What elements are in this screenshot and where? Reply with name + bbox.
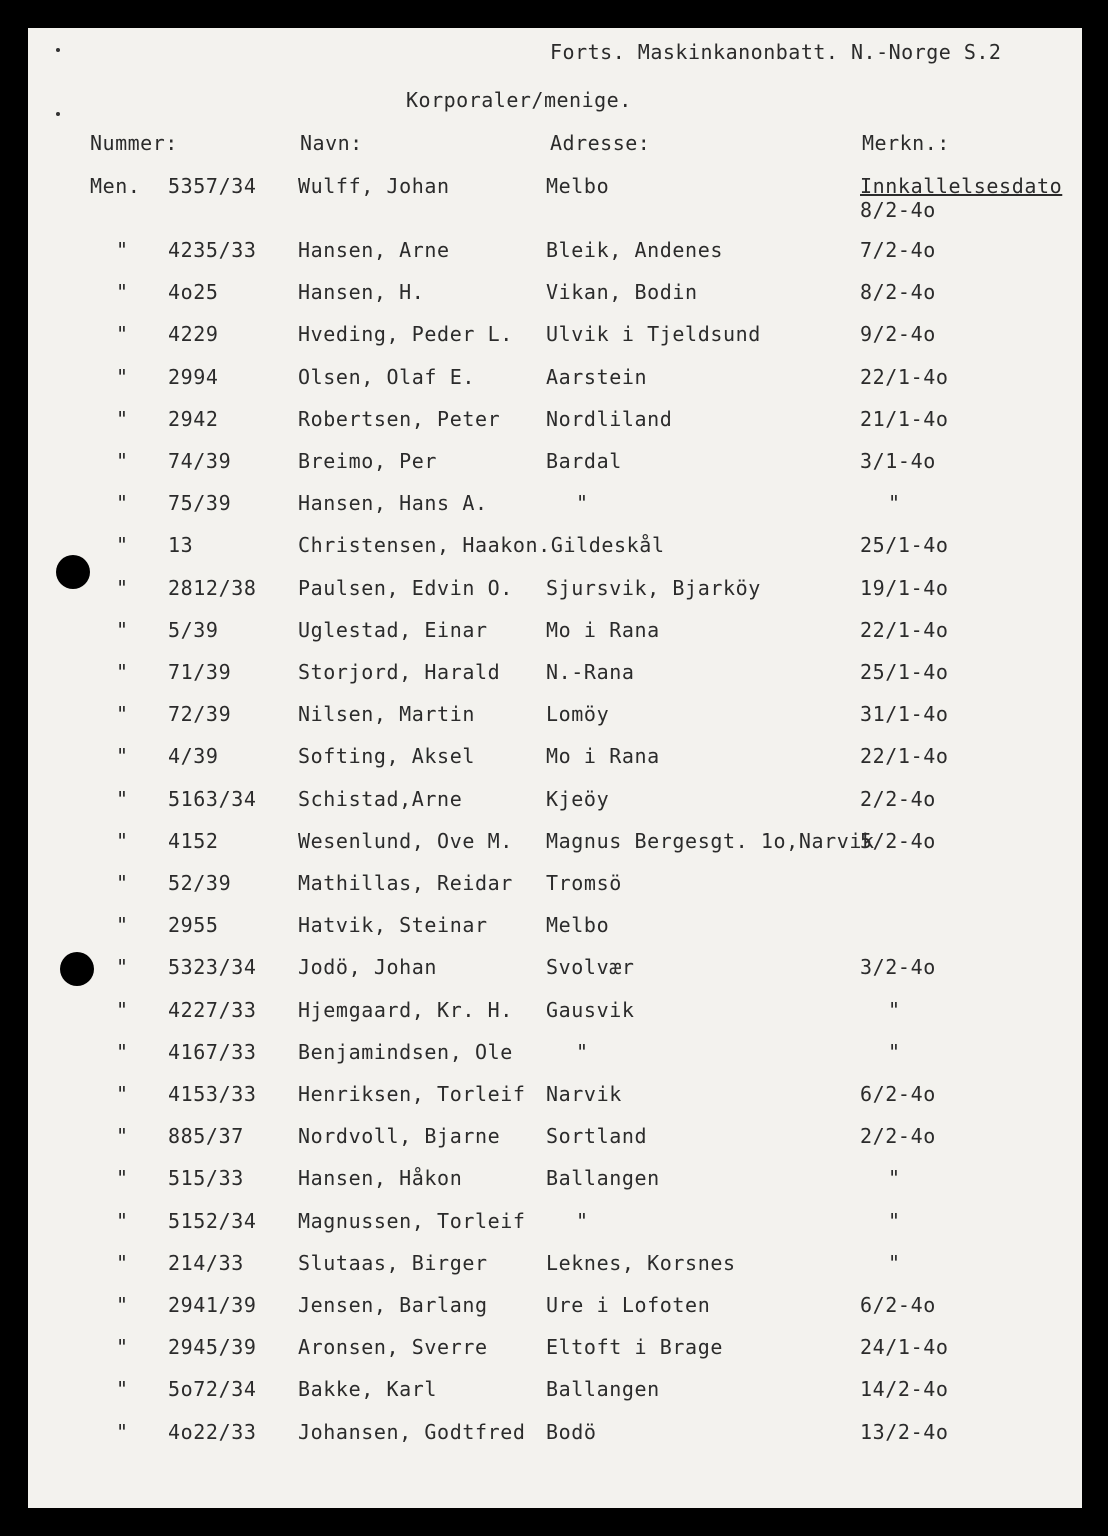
table-row (28, 322, 1082, 352)
row-address: Bardal (546, 449, 622, 473)
row-name: Paulsen, Edvin O. (298, 576, 513, 600)
document-header: Forts. Maskinkanonbatt. N.-Norge S.2 (550, 40, 1002, 64)
row-address: " (576, 1209, 589, 1233)
row-name: Wesenlund, Ove M. (298, 829, 513, 853)
row-rank: Men. (90, 174, 141, 198)
row-rank: " (116, 407, 129, 431)
row-name: Robertsen, Peter (298, 407, 501, 431)
table-row (28, 1377, 1082, 1407)
row-address: Kjeöy (546, 787, 610, 811)
row-address: Leknes, Korsnes (546, 1251, 736, 1275)
table-row (28, 1335, 1082, 1365)
table-row (28, 280, 1082, 310)
row-date: 2/2-4o (860, 1124, 936, 1148)
table-row (28, 1082, 1082, 1112)
remarks-subheading: Innkallelsesdato (860, 174, 1063, 198)
row-address: Ure i Lofoten (546, 1293, 711, 1317)
row-date: 6/2-4o (860, 1082, 936, 1106)
row-address: Magnus Bergesgt. 1o,Narvik (546, 829, 875, 853)
row-address: Gausvik (546, 998, 635, 1022)
row-address: " (576, 1040, 589, 1064)
row-name: Hjemgaard, Kr. H. (298, 998, 513, 1022)
row-number: 72/39 (168, 702, 232, 726)
row-rank: " (116, 1124, 129, 1148)
row-address: Mo i Rana (546, 744, 660, 768)
row-number: 2945/39 (168, 1335, 257, 1359)
row-date: 7/2-4o (860, 238, 936, 262)
row-date: 5/2-4o (860, 829, 936, 853)
row-date: 8/2-4o (860, 198, 936, 222)
row-date: 3/2-4o (860, 955, 936, 979)
row-number: 2955 (168, 913, 219, 937)
row-date: 25/1-4o (860, 660, 949, 684)
paper-speck (56, 48, 60, 52)
row-number: 74/39 (168, 449, 232, 473)
row-number: 75/39 (168, 491, 232, 515)
row-name: Slutaas, Birger (298, 1251, 488, 1275)
document-page (28, 28, 1082, 1508)
row-name: Hansen, Håkon (298, 1166, 463, 1190)
row-rank: " (116, 1209, 129, 1233)
row-number: 52/39 (168, 871, 232, 895)
row-rank: " (116, 1377, 129, 1401)
document-title: Korporaler/menige. (406, 88, 632, 112)
table-row (28, 1251, 1082, 1281)
row-name: Henriksen, Torleif (298, 1082, 526, 1106)
row-rank: " (116, 913, 129, 937)
row-rank: " (116, 660, 129, 684)
row-date: 25/1-4o (860, 533, 949, 557)
row-date: 8/2-4o (860, 280, 936, 304)
row-number: 4229 (168, 322, 219, 346)
row-name: Jodö, Johan (298, 955, 438, 979)
row-rank: " (116, 702, 129, 726)
row-rank: " (116, 1420, 129, 1444)
table-row (28, 744, 1082, 774)
row-number: 71/39 (168, 660, 232, 684)
row-name: Uglestad, Einar (298, 618, 488, 642)
row-number: 2994 (168, 365, 219, 389)
row-number: 4227/33 (168, 998, 257, 1022)
row-address: Melbo (546, 174, 610, 198)
row-rank: " (116, 787, 129, 811)
table-row (28, 1293, 1082, 1323)
row-rank: " (116, 576, 129, 600)
table-row (28, 174, 1082, 222)
row-number: 885/37 (168, 1124, 244, 1148)
row-number: 2941/39 (168, 1293, 257, 1317)
row-date: 2/2-4o (860, 787, 936, 811)
row-name: Mathillas, Reidar (298, 871, 513, 895)
row-name: Hveding, Peder L. (298, 322, 513, 346)
row-number: 4167/33 (168, 1040, 257, 1064)
row-address: Lomöy (546, 702, 610, 726)
column-header-number: Nummer: (90, 131, 178, 155)
row-date: " (888, 1040, 901, 1064)
row-date: 9/2-4o (860, 322, 936, 346)
row-rank: " (116, 1040, 129, 1064)
row-address: Nordliland (546, 407, 673, 431)
row-name: Nordvoll, Bjarne (298, 1124, 501, 1148)
row-rank: " (116, 1082, 129, 1106)
row-name: Nilsen, Martin (298, 702, 475, 726)
row-rank: " (116, 322, 129, 346)
row-name: Schistad,Arne (298, 787, 463, 811)
row-date: 19/1-4o (860, 576, 949, 600)
row-number: 5o72/34 (168, 1377, 257, 1401)
row-date: " (888, 1251, 901, 1275)
row-name: Wulff, Johan (298, 174, 450, 198)
row-address: Sortland (546, 1124, 648, 1148)
row-date: 6/2-4o (860, 1293, 936, 1317)
table-row (28, 1166, 1082, 1196)
row-number: 4o22/33 (168, 1420, 257, 1444)
row-number: 2942 (168, 407, 219, 431)
row-number: 2812/38 (168, 576, 257, 600)
table-row (28, 1209, 1082, 1239)
row-number: 214/33 (168, 1251, 244, 1275)
row-rank: " (116, 955, 129, 979)
row-date: 31/1-4o (860, 702, 949, 726)
row-name: Benjamindsen, Ole (298, 1040, 513, 1064)
row-rank: " (116, 829, 129, 853)
table-row (28, 829, 1082, 859)
paper-speck (56, 112, 60, 116)
row-address: Melbo (546, 913, 610, 937)
row-rank: " (116, 449, 129, 473)
row-address: Ballangen (546, 1166, 660, 1190)
row-address: Tromsö (546, 871, 622, 895)
table-row (28, 1420, 1082, 1450)
table-row (28, 238, 1082, 268)
row-name: Johansen, Godtfred (298, 1420, 526, 1444)
table-row (28, 660, 1082, 690)
row-name: Hatvik, Steinar (298, 913, 488, 937)
table-row (28, 576, 1082, 606)
row-name: Magnussen, Torleif (298, 1209, 526, 1233)
row-address: Mo i Rana (546, 618, 660, 642)
row-address: Svolvær (546, 955, 635, 979)
row-number: 5323/34 (168, 955, 257, 979)
row-name: Aronsen, Sverre (298, 1335, 488, 1359)
row-name: Hansen, Arne (298, 238, 450, 262)
row-number: 5163/34 (168, 787, 257, 811)
row-date: 24/1-4o (860, 1335, 949, 1359)
row-name: Softing, Aksel (298, 744, 475, 768)
table-row (28, 491, 1082, 521)
table-row (28, 407, 1082, 437)
table-row (28, 365, 1082, 395)
row-rank: " (116, 238, 129, 262)
table-row (28, 533, 1082, 563)
row-date: " (888, 1209, 901, 1233)
table-row (28, 1040, 1082, 1070)
row-rank: " (116, 1293, 129, 1317)
row-address: N.-Rana (546, 660, 635, 684)
table-row (28, 702, 1082, 732)
row-address: Ulvik i Tjeldsund (546, 322, 761, 346)
row-rank: " (116, 998, 129, 1022)
row-number: 515/33 (168, 1166, 244, 1190)
row-date: 21/1-4o (860, 407, 949, 431)
row-name: Olsen, Olaf E. (298, 365, 475, 389)
row-name: Jensen, Barlang (298, 1293, 488, 1317)
row-date: " (888, 1166, 901, 1190)
row-address: Narvik (546, 1082, 622, 1106)
row-rank: " (116, 491, 129, 515)
row-date: " (888, 491, 901, 515)
row-rank: " (116, 1166, 129, 1190)
row-number: 5152/34 (168, 1209, 257, 1233)
table-row (28, 1124, 1082, 1154)
row-number: 13 (168, 533, 194, 557)
row-number: 4235/33 (168, 238, 257, 262)
row-date: 13/2-4o (860, 1420, 949, 1444)
row-rank: " (116, 280, 129, 304)
table-row (28, 955, 1082, 985)
row-address: Eltoft i Brage (546, 1335, 723, 1359)
row-address: Bodö (546, 1420, 597, 1444)
column-header-name: Navn: (300, 131, 363, 155)
row-date: 22/1-4o (860, 744, 949, 768)
row-address: Vikan, Bodin (546, 280, 698, 304)
row-address: Bleik, Andenes (546, 238, 723, 262)
row-address: Aarstein (546, 365, 648, 389)
table-row (28, 913, 1082, 943)
row-number: 5/39 (168, 618, 219, 642)
row-name: Hansen, Hans A. (298, 491, 488, 515)
row-rank: " (116, 1335, 129, 1359)
row-date: " (888, 998, 901, 1022)
row-rank: " (116, 744, 129, 768)
row-rank: " (116, 871, 129, 895)
row-number: 4/39 (168, 744, 219, 768)
table-row (28, 998, 1082, 1028)
column-header-remarks: Merkn.: (862, 131, 950, 155)
row-name: Bakke, Karl (298, 1377, 438, 1401)
column-header-address: Adresse: (550, 131, 651, 155)
table-row (28, 618, 1082, 648)
row-name: Breimo, Per (298, 449, 438, 473)
table-row (28, 787, 1082, 817)
row-date: 22/1-4o (860, 618, 949, 642)
row-date: 14/2-4o (860, 1377, 949, 1401)
row-date: 3/1-4o (860, 449, 936, 473)
row-address: " (576, 491, 589, 515)
row-rank: " (116, 1251, 129, 1275)
row-number: 4152 (168, 829, 219, 853)
table-row (28, 871, 1082, 901)
row-name: Hansen, H. (298, 280, 425, 304)
row-rank: " (116, 533, 129, 557)
row-address: Ballangen (546, 1377, 660, 1401)
row-rank: " (116, 365, 129, 389)
row-number: 5357/34 (168, 174, 257, 198)
row-date: 22/1-4o (860, 365, 949, 389)
row-rank: " (116, 618, 129, 642)
row-number: 4153/33 (168, 1082, 257, 1106)
row-number: 4o25 (168, 280, 219, 304)
row-name: Storjord, Harald (298, 660, 501, 684)
row-name: Christensen, Haakon.Gildeskål (298, 533, 665, 557)
row-address: Sjursvik, Bjarköy (546, 576, 761, 600)
table-row (28, 449, 1082, 479)
